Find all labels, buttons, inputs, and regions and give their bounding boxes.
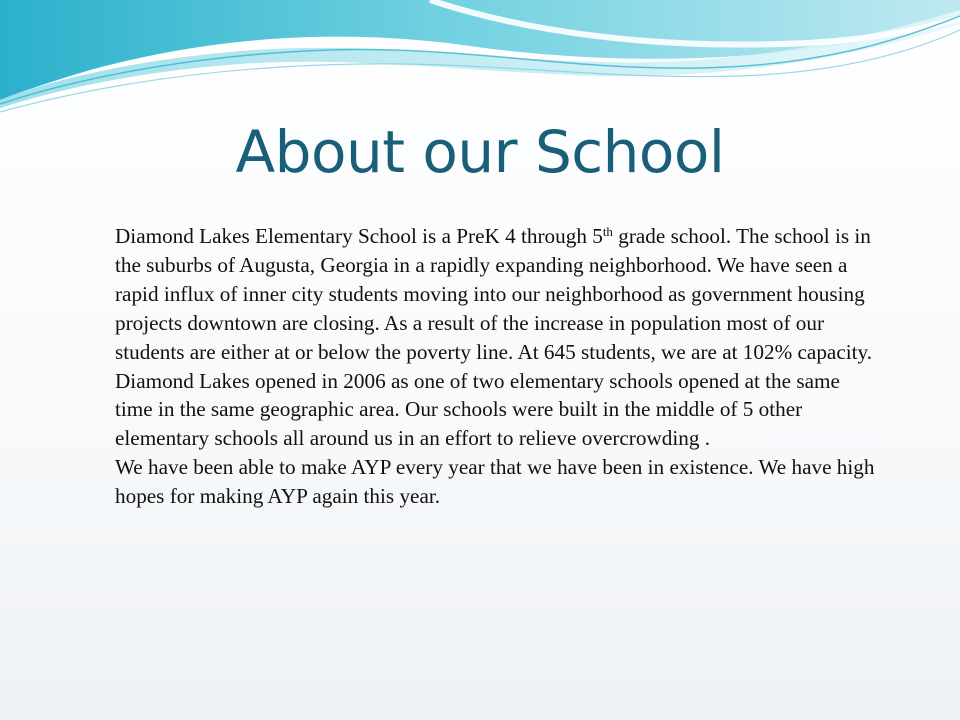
paragraph-school-history: Diamond Lakes opened in 2006 as one of two elementary schools opened at the same time in the same geographic area. Our schools were built in the middle of 5 other elementary schools all around us in an effort to relieve overcrowding . xyxy=(115,368,840,451)
decorative-wave-header xyxy=(0,0,960,120)
paragraph-ayp: We have been able to make AYP every year that we have been in existence. We have high hopes for making AYP again this year. xyxy=(115,455,875,509)
slide-body xyxy=(115,222,875,511)
paragraph-school-overview xyxy=(115,222,875,367)
overview-text-end: grade school. The school is in the suburbs of Augusta, Georgia in a rapidly expanding neighborhood. We have seen a rapid influx of inner city students moving into our neighborhood as government housing projects downtown are closing. As a result of the increase in population most of our students are either at or below the poverty line. At 645 students, we are at 102% capacity. xyxy=(115,224,873,364)
slide-title: About our School xyxy=(235,118,725,186)
overview-text-start: Diamond Lakes Elementary School is a PreK 4 through 5 xyxy=(115,224,603,248)
ordinal-suffix: th xyxy=(602,224,613,239)
